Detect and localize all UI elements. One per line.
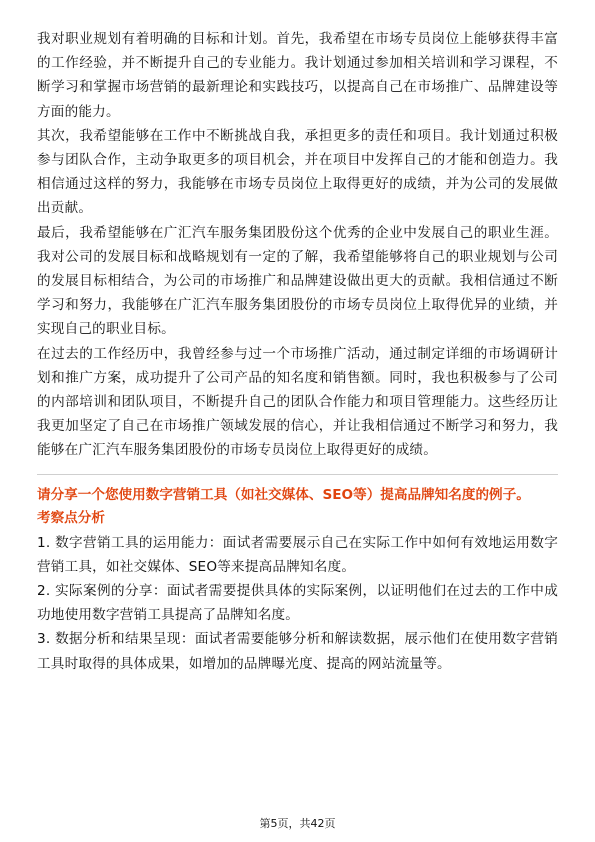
analysis-point: 1. 数字营销工具的运用能力：面试者需要展示自己在实际工作中如何有效地运用数字营销工具，如社交媒体、SEO等来提高品牌知名度。: [37, 534, 558, 575]
analysis-point: 2. 实际案例的分享：面试者需要提供具体的实际案例，以证明他们在过去的工作中成功地使用数字营销工具提高了品牌知名度。: [37, 583, 558, 624]
body-paragraph: 在过去的工作经历中，我曾经参与过一个市场推广活动，通过制定详细的市场调研计划和推广方案，成功提升了公司产品的知名度和销售额。同时，我也积极参与了公司的内部培训和团队项目，不断提升自己的团队合作能力和项目管理能力。这些经历让我更加坚定了自己在市场推广领域发展的信心，并让我相信通过不断学习和努力，我能够在广汇汽车服务集团股份的市场专员岗位上取得更好的成绩。: [37, 345, 558, 459]
body-paragraph: 其次，我希望能够在工作中不断挑战自我，承担更多的责任和项目。我计划通过积极参与团队合作，主动争取更多的项目机会，并在项目中发挥自己的才能和创造力。我相信通过这样的努力，我能够在市场专员岗位上取得更好的成绩，并为公司的发展做出贡献。: [37, 127, 558, 217]
analysis-point: 3. 数据分析和结果呈现：面试者需要能够分析和解读数据，展示他们在使用数字营销工具时取得的具体成果，如增加的品牌曝光度、提高的网站流量等。: [37, 631, 558, 672]
document-page: [37, 27, 558, 676]
body-paragraph: 我对职业规划有着明确的目标和计划。首先，我希望在市场专员岗位上能够获得丰富的工作经验，并不断提升自己的专业能力。我计划通过参加相关培训和学习课程，不断学习和掌握市场营销的最新理论和实践技巧，以提高自己在市场推广、品牌建设等方面的能力。: [37, 31, 558, 120]
page-number: 第5页，共42页: [259, 817, 336, 830]
analysis-heading: 考察点分析: [37, 509, 105, 526]
section-divider: [37, 474, 558, 475]
interview-question: 请分享一个您使用数字营销工具（如社交媒体、SEO等）提高品牌知名度的例子。: [37, 486, 530, 503]
body-paragraph: 最后，我希望能够在广汇汽车服务集团股份这个优秀的企业中发展自己的职业生涯。我对公司的发展目标和战略规划有一定的了解，我希望能够将自己的职业规划与公司的发展目标相结合，为公司的市场推广和品牌建设做出更大的贡献。我相信通过不断学习和努力，我能够在广汇汽车服务集团股份的市场专员岗位上取得优异的业绩，并实现自己的职业目标。: [37, 224, 558, 338]
